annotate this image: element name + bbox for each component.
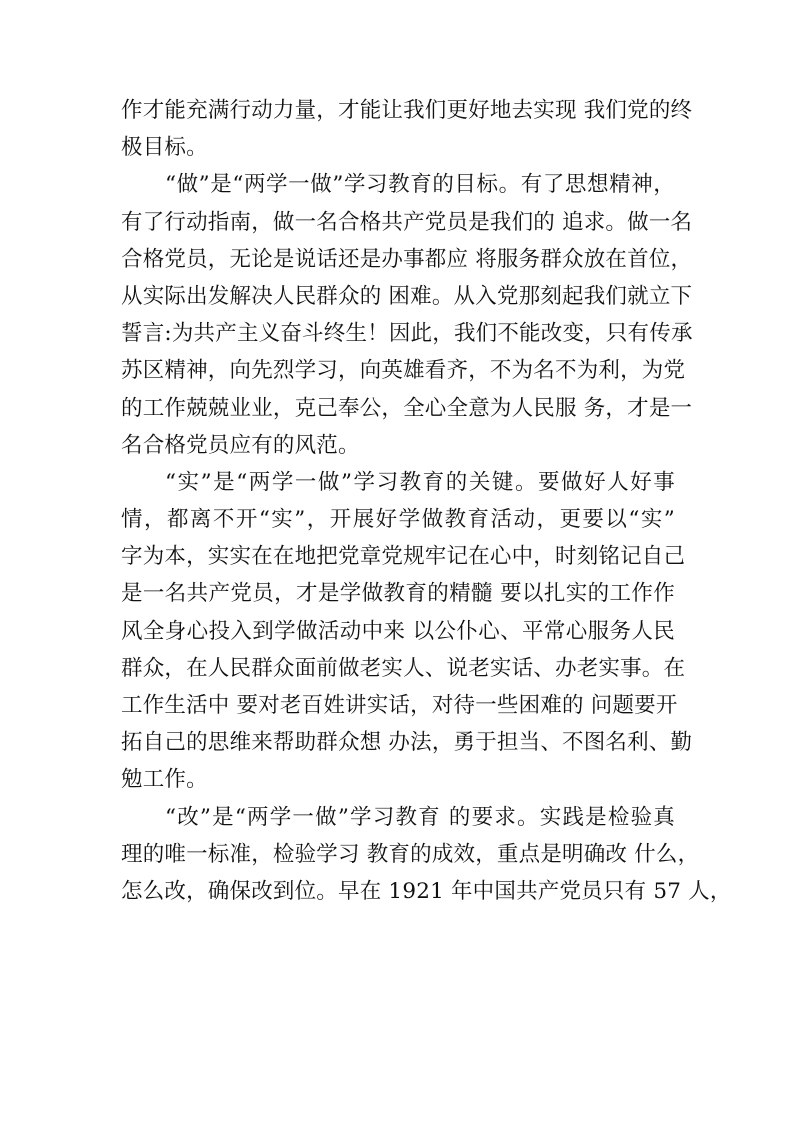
text-line: “做”是“两学一做”学习教育的目标。有了思想精神， (165, 172, 675, 198)
text-line: 风全身心投入到学做活动中来 以公仆心、平常心服务人民 (121, 618, 675, 644)
text-line: 拓自己的思维来帮助群众想 办法，勇于担当、不图名利、勤 (121, 730, 693, 756)
text-line: 是一名共产党员，才是学做教育的精髓 要以扎实的工作作 (121, 581, 675, 607)
text-line: 理的唯一标准，检验学习 教育的成效，重点是明确改 什么， (121, 841, 700, 867)
text-line: 作才能充满行动力量，才能让我们更好地去实现 我们党的终 (121, 98, 693, 123)
text-line: 怎么改，确保改到位。早在 1921 年中国共产党员只有 57 人， (121, 878, 732, 904)
text-line: 字为本，实实在在地把党章党规牢记在心中，时刻铭记自己 (121, 544, 686, 570)
text-line: 苏区精神，向先烈学习，向英雄看齐，不为名不为利，为党 (121, 358, 686, 384)
text-line: 工作生活中 要对老百姓讲实话，对待一些困难的 问题要开 (121, 693, 678, 718)
text-line: 的工作兢兢业业，克己奉公，全心全意为人民服 务，才是一 (121, 395, 693, 421)
text-line: 有了行动指南，做一名合格共产党员是我们的 追求。做一名 (121, 209, 693, 235)
text-line: 极目标。 (121, 135, 208, 161)
text-line: 合格党员，无论是说话还是办事都应 将服务群众放在首位， (121, 246, 693, 272)
text-line: “改”是“两学一做”学习教育 的要求。实践是检验真 (165, 804, 675, 830)
text-line: 情，都离不开“实”，开展好学做教育活动，更要以“实” (121, 507, 675, 533)
body-text (121, 92, 732, 910)
text-line: 从实际出发解决人民群众的 困难。从入党那刻起我们就立下 (121, 283, 693, 309)
text-line: 勉工作。 (121, 767, 208, 793)
text-line: 群众，在人民群众面前做老实人、说老实话、办老实事。在 (121, 655, 686, 681)
text-line: “实”是“两学一做”学习教育的关键。要做好人好事 (165, 469, 675, 495)
text-line: 名合格党员应有的风范。 (121, 432, 360, 458)
text-line: 誓言:为共产主义奋斗终生！因此，我们不能改变，只有传承 (121, 321, 693, 347)
